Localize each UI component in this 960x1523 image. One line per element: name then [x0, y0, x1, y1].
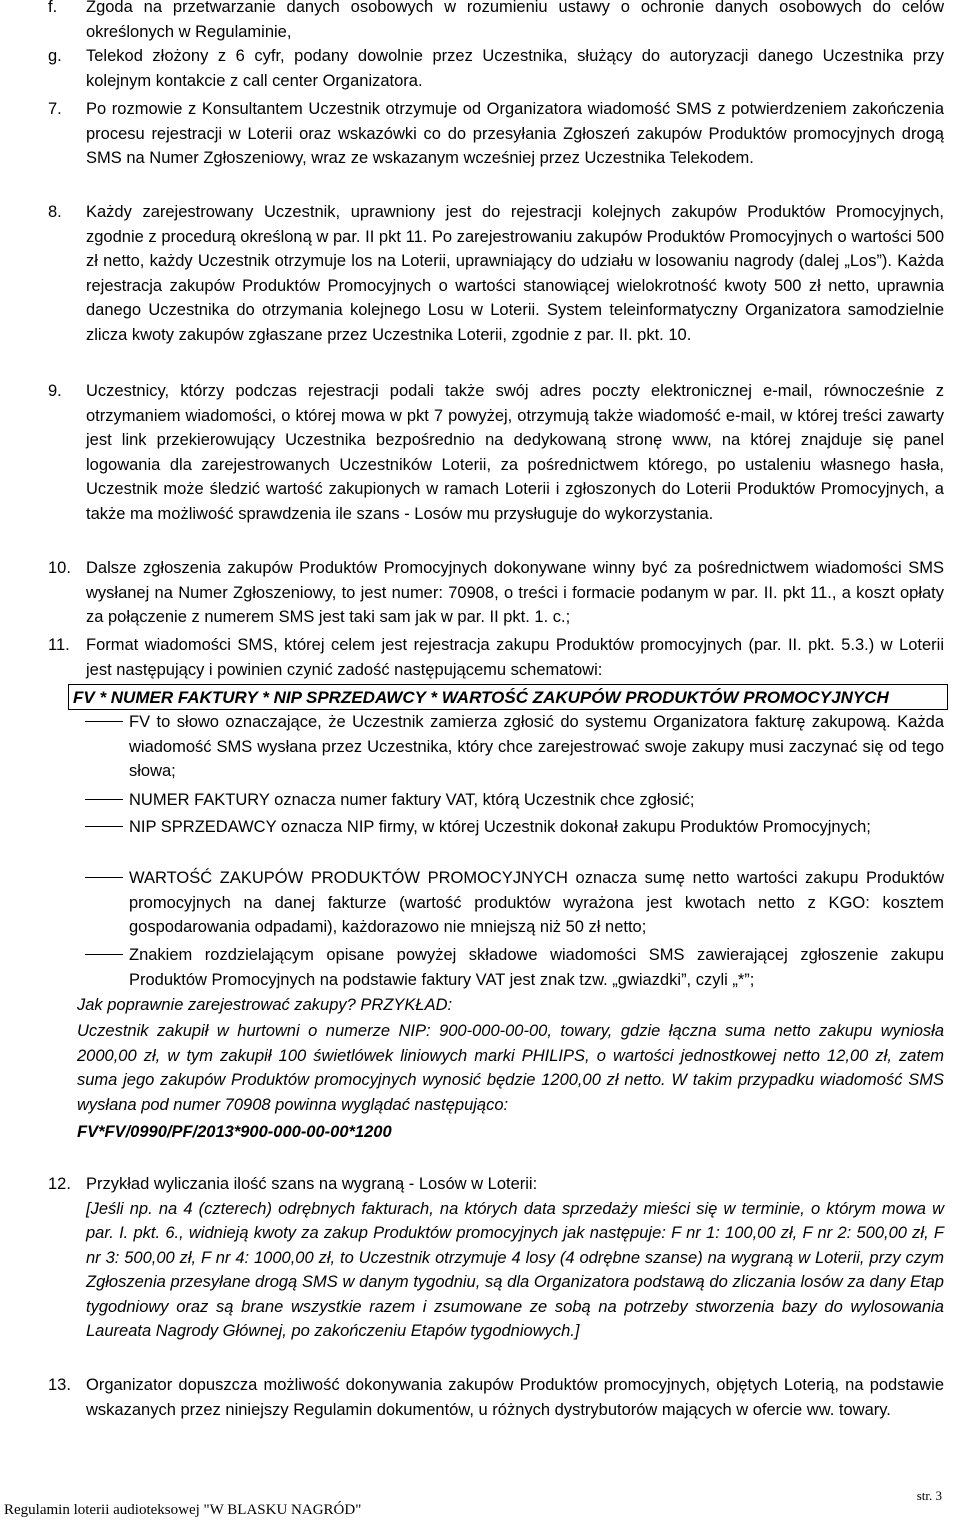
- sub-item-numer-faktury: [85, 788, 944, 813]
- sub-item-text: Znakiem rozdzielającym opisane powyżej składowe wiadomości SMS zawierającej zgłoszenie zakupu Produktów Promocyjnych na podstawie faktury VAT jest znak tzw. „gwiazdki”, czyli „*”;: [129, 946, 944, 989]
- item-number: 7.: [48, 100, 62, 118]
- page-number: str. 3: [916, 1488, 942, 1503]
- item-number: 12.: [48, 1175, 71, 1193]
- list-item-11: [48, 633, 944, 710]
- item-text: Format wiadomości SMS, której celem jest rejestracja zakupu Produktów promocyjnych (par. II. pkt. 5.3.) w Loterii jest następujący i powinien czynić zadość następującemu schematowi:: [86, 636, 944, 679]
- dash-bullet: [85, 954, 123, 955]
- sub-item-nip: [85, 815, 944, 840]
- item-number: 9.: [48, 382, 62, 400]
- dash-bullet: [85, 877, 123, 878]
- example-heading: Jak poprawnie zarejestrować zakupy? PRZYKŁAD:: [77, 996, 453, 1014]
- item-example-text: [Jeśli np. na 4 (czterech) odrębnych fakturach, na których data sprzedaży mieści się w terminie, o którym mowa w par. I. pkt. 6., widnieją kwoty za zakup Produktów promocyjnych jak następuje: F nr 1: 100,00 zł, F nr 2: 500,00 zł, F nr 3: 500,00 zł, F nr 4: 1000,00 zł, to Uczestnik otrzymuje 4 losy (4 odrębne szanse) na wygraną w Loterii, przy czym Zgłoszenia przesyłane drogą SMS w danym tygodniu, są dla Organizatora podstawą do zliczania losów za dany Etap tygodniowy oraz są brane wszystkie razem i zsumowane ze sobą na potrzeby stworzenia bazy do wylosowania Laureata Nagrody Głównej, po zakończeniu Etapów tygodniowych.]: [86, 1199, 944, 1340]
- sub-item-text: NIP SPRZEDAWCY oznacza NIP firmy, w której Uczestnik dokonał zakupu Produktów Promocyjnych;: [129, 818, 871, 836]
- item-number: 10.: [48, 559, 71, 577]
- list-item-12: [48, 1172, 944, 1344]
- sub-item-text: WARTOŚĆ ZAKUPÓW PRODUKTÓW PROMOCYJNYCH oznacza sumę netto wartości zakupu Produktów promocyjnych na danej fakturze (wartość produktów wyrażona jest kwotach netto z KGO: kosztem gospodarowania odpadami), każdorazowo nie mniejszą niż 50 zł netto;: [129, 869, 944, 936]
- item-text: Dalsze zgłoszenia zakupów Produktów Promocyjnych dokonywane winny być za pośrednictwem wiadomości SMS wysłanej na Numer Zgłoszeniowy, to jest numer: 70908, o treści i formacie podanym w par. II. pkt 11., a koszt opłaty za połączenie z numerem SMS jest taki sam jak w par. II pkt. 1. c.;: [86, 559, 944, 626]
- list-item-g: [48, 44, 944, 93]
- example-body: Uczestnik zakupił w hurtowni o numerze NIP: 900-000-00-00, towary, gdzie łączna suma netto zakupu wyniosła 2000,00 zł, w tym zakupił 100 świetlówek liniowych marki PHILIPS, o wartości jednostkowej netto 12,00 zł, zatem suma jego zakupów Produktów promocyjnych wynosić będzie 1200,00 zł netto. W takim przypadku wiadomość SMS wysłana pod numer 70908 powinna wyglądać następująco:: [77, 1022, 944, 1114]
- list-item-9: [48, 379, 944, 526]
- example-sms: FV*FV/0990/PF/2013*900-000-00-00*1200: [77, 1123, 392, 1141]
- item-text: Organizator dopuszcza możliwość dokonywania zakupów Produktów promocyjnych, objętych Loterią, na podstawie wskazanych przez niniejszy Regulamin dokumentów, u różnych dystrybutorów mających w ofercie ww. towary.: [86, 1376, 944, 1419]
- item-text: Każdy zarejestrowany Uczestnik, uprawniony jest do rejestracji kolejnych zakupów Produktów Promocyjnych, zgodnie z procedurą określoną w par. II pkt 11. Po zarejestrowaniu zakupów Produktów Promocyjnych o wartości 500 zł netto, każdy Uczestnik otrzymuje los na Loterii, uprawniający do udziału w losowaniu nagrody (dalej „Los”). Każda rejestracja zakupów Produktów Promocyjnych o wartości stanowiącej wielokrotność kwoty 500 zł netto, uprawnia danego Uczestnika do otrzymania kolejnego Losu w Loterii. System teleinformatyczny Organizatora samodzielnie zlicza kwoty zakupów zgłaszane przez Uczestnika Loterii, zgodnie z par. II. pkt. 10.: [86, 203, 944, 344]
- footer-title: Regulamin loterii audioteksowej "W BLASKU NAGRÓD": [4, 1502, 362, 1518]
- list-item-13: [48, 1373, 944, 1422]
- item-text: Przykład wyliczania ilość szans na wygraną - Losów w Loterii:: [86, 1175, 538, 1193]
- item-text: Po rozmowie z Konsultantem Uczestnik otrzymuje od Organizatora wiadomość SMS z potwierdzeniem zakończenia procesu rejestracji w Loterii oraz wskazówki co do przesyłania Zgłoszeń zakupów Produktów promocyjnych drogą SMS na Numer Zgłoszeniowy, wraz ze wskazanym wcześniej przez Uczestnika Telekodem.: [86, 100, 944, 167]
- dash-bullet: [85, 721, 123, 722]
- sub-item-fv: [85, 710, 944, 784]
- list-item-f: [48, 0, 944, 44]
- sms-format-box: FV * NUMER FAKTURY * NIP SPRZEDAWCY * WARTOŚĆ ZAKUPÓW PRODUKTÓW PROMOCYJNYCH: [68, 684, 948, 710]
- item-text: Uczestnicy, którzy podczas rejestracji podali także swój adres poczty elektronicznej e-mail, równocześnie z otrzymaniem wiadomości, o której mowa w pkt 7 powyżej, otrzymują także wiadomość e-mail, w której treści zawarty jest link przekierowujący Uczestnika bezpośrednio na dedykowaną stronę www, na której znajduje się panel logowania dla zarejestrowanych Uczestników Loterii, za pośrednictwem którego, po ustaleniu własnego hasła, Uczestnik może śledzić wartość zakupionych w ramach Loterii i zgłoszonych do Loterii Produktów Promocyjnych, a także ma możliwość sprawdzenia ile szans - Losów mu przysługuje do wykorzystania.: [86, 382, 944, 523]
- dash-bullet: [85, 799, 123, 800]
- item-number: 13.: [48, 1376, 71, 1394]
- item-number: f.: [48, 0, 58, 16]
- list-item-7: [48, 97, 944, 171]
- list-item-10: [48, 556, 944, 630]
- item-number: 8.: [48, 203, 62, 221]
- sub-item-separator: [85, 943, 944, 992]
- sub-item-text: NUMER FAKTURY oznacza numer faktury VAT, którą Uczestnik chce zgłosić;: [129, 791, 695, 809]
- dash-bullet: [85, 826, 123, 827]
- item-text: Telekod złożony z 6 cyfr, podany dowolnie przez Uczestnika, służący do autoryzacji danego Uczestnika przy kolejnym kontakcie z call center Organizatora.: [86, 47, 944, 90]
- sub-item-text: FV to słowo oznaczające, że Uczestnik zamierza zgłosić do systemu Organizatora fakturę zakupową. Każda wiadomość SMS wysłana przez Uczestnika, który chce zarejestrować swoje zakupy musi zaczynać się od tego słowa;: [129, 713, 944, 780]
- item-text: Zgoda na przetwarzanie danych osobowych w rozumieniu ustawy o ochronie danych osobowych do celów określonych w Regulaminie,: [86, 0, 944, 41]
- item-number: g.: [48, 47, 62, 65]
- list-item-8: [48, 200, 944, 347]
- item-number: 11.: [48, 636, 70, 654]
- sub-item-wartosc: [85, 866, 944, 940]
